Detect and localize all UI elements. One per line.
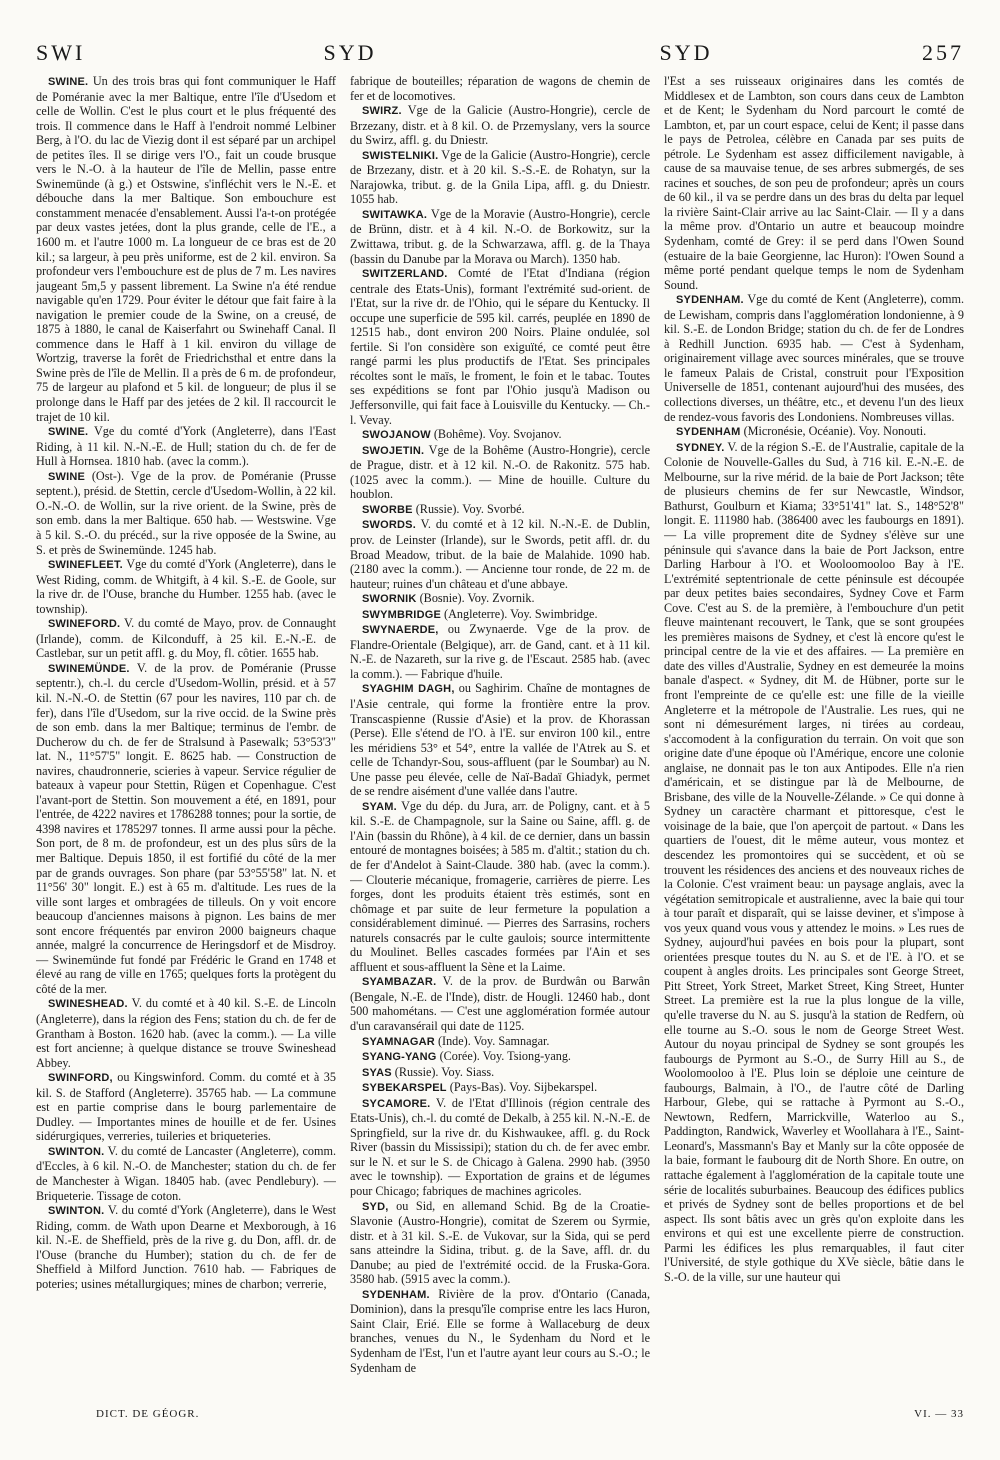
dictionary-entry — [350, 1199, 650, 1287]
entry-text: (Bosnie). Voy. Zvornik. — [419, 591, 535, 606]
entry-text: Un des trois bras qui font communiquer le Haff de Poméranie avec la mer Baltique, entre l'île d'Usedom et celle de Wollin. C'est le plus court et le plus fréquenté des trois. Il commence dans le Haff à l'endroit nommé Lelbiner Berg, à l'O. du lac de Viezig dont il est séparé par un archipel de petites îles. Il se dirige vers l'O., fait un coude brusque vers le N.-O. à la hauteur de l'île de Mellin, passe entre Swinemünde (à g.) et Ostswine, s'infléchit vers le N.-E. et débouche dans la mer Baltique. Son embouchure est constamment menacée d'ensablement. Aussi l'a-t-on protégée par deux vastes jetées, dont la plus grande, celle de l'E., a 1600 m. et l'autre 1000 m. La longueur de ce bras est de 20 kil.; sa largeur, à peu près uniforme, est de 2 kil. environ. Sa profondeur vers l'embouchure est de plus de 7 m. Les navires jaugeant 5m,5 y passent librement. La Swine n'a été rendue navigable qu'en 1729. Pour éviter le détour que fait faire à la navigation le premier coude de la Swine, on a creusé, de 1875 à 1880, le canal de Kaiserfahrt ou Swinehaff Canal. Il commence dans le Haff à 1 kil. environ du village de Wortzig, traverse la forêt de Friedrichsthal et entre dans la Swine près de l'île de Mellin. Il a près de 6 m. de profondeur, 75 de largeur au plafond et 5 kil. de longueur; de plus il se prolonge dans le Haff par des jetées de 2 kil. Il raccourcit le trajet de 10 kil. — [36, 74, 336, 424]
entry-text: Vge du dép. du Jura, arr. de Poligny, cant. et à 5 kil. S.-E. de Champagnole, sur la Saine ou Saine, affl. g. de l'Ain (bassin du Rhône), à 4 kil. de ce dernier, dans un bassin entouré de montagnes boisées; à 585 m. d'altit.; station du ch. de fer d'Andelot à Saint-Claude. 380 hab. (avec la comm.). — Clouterie mécanique, fromagerie, carrières de pierre. Les forges, dont les produits étaient très estimés, sont en chômage et par suite de leur fermeture la population a considérablement diminué. — Pierres des Sarrasins, rochers naturels consacrés par le culte gaulois; source intermittente du Moulinet. Belles cascades formées par l'Ain et ses affluent et sous-affluent la Sène et la Laime. — [350, 798, 650, 974]
entry-headword: SYAS — [362, 1066, 392, 1079]
dictionary-entry — [664, 440, 964, 1285]
entry-headword: SYDENHAM — [676, 426, 741, 439]
entry-headword: SYBEKARSPEL — [362, 1082, 447, 1095]
dictionary-entry — [36, 557, 336, 616]
page-number: 257 — [922, 40, 964, 65]
entry-headword: SWITZERLAND. — [362, 268, 448, 281]
dictionary-entry — [350, 517, 650, 591]
entry-text: ou Saghirim. Chaîne de montagnes de l'Asie centrale, qui forme la frontière entre la prov. Transcaspienne (Russie d'Asie) et la prov. de Khorassan (Perse). Elle s'étend de l'O. à l'E. sur environ 100 kil., entre les méridiens 53° et 54°, entre la vallée de l'Atrek au S. et celle de Tchandyr-Sou, sous-affluent (par le Soumbar) au N. Une passe peu élevée, celle de Naï-Badaï Ghiadyk, permet de se rendre aisément d'une vallée dans l'autre. — [350, 681, 650, 799]
entry-headword: SWINTON. — [48, 1205, 105, 1218]
dictionary-entry — [350, 74, 650, 103]
entry-headword: SYAMBAZAR. — [362, 976, 437, 989]
dictionary-entry — [350, 622, 650, 681]
entry-headword: SWORBE — [362, 503, 413, 516]
dictionary-entry — [664, 292, 964, 424]
entry-text: V. de la région S.-E. de l'Australie, capitale de la Colonie de Nouvelle-Galles du Sud, à 716 kil. E.-N.-E. de Melbourne, sur la rive mérid. de la baie de Port Jackson; tête de plusieurs chemins de fer sur Newcastle, Windsor, Bathurst, Goulburn et Kiama; 33°51'41" lat. S., 148°52'8" longit. E. 111980 hab. (386400 avec les faubourgs en 1891). — La ville proprement dite de Sydney s'élève sur une péninsule qui s'avance dans la baie de Port Jackson, entre Darling Harbour à l'O. et Wooloomooloo Bay à l'E. L'extrémité septentrionale de cette péninsule est découpée par deux petites baies secondaires, Sydney Cove et Farm Cove. C'est au S. de la première, à l'embouchure d'un petit fleuve maintenant recouvert, le Tank, que se sont groupées les premières maisons de Sydney, et c'est là encore qu'est le principal centre de la vie et des affaires. — La première en date des villes d'Australie, Sydney en est demeurée la moins banale d'aspect. « Sydney, dit M. de Hübner, porte sur le front l'empreinte de ce qu'elle est: une fille de la vieille Angleterre et la métropole de l'Australie. Les rues, qui ne sont ni démesurément larges, ni tirées au cordeau, s'accomodent à la configuration du terrain. On voit que son origine date d'une époque où l'Amérique, encore une colonie anglaise, ne donnait pas le ton aux Antipodes. Elle n'a rien d'américain, et se distingue par là de Melbourne, de Brisbane, des ville de la Nouvelle-Zélande. » Ce qui donne à Sydney un caractère charmant et pittoresque, c'est le voisinage de la baie, que l'on aperçoit de partout. « Dans les quartiers de l'ouest, dit le même auteur, vous montez et descendez les promontoires qui se succèdent, et où se trouvent les résidences des anciens et des nouveaux riches de la Colonie. C'est vraiment beau: un paysage anglais, avec la végétation semitropicale et australienne, avec la baie qui tour à tour paraît et disparaît, qui se laisse deviner, et s'impose à vos yeux quand vous vous y attendez le moins. » Les rues de Sydney, aujourd'hui pavées en bois pour la plupart, sont orientées presque toutes du N. au S. et de l'E. à l'O. et se coupent à angles droits. Les principales sont George Street, Pitt Street, York Street, Market Street, King Street, Hunter Street. La première est la rue la plus longue de la ville, qu'elle traverse du N. au S. jusqu'à la station de Redfern, où elle tourne au S.-O. sous le nom de George Street West. Autour du noyau principal de Sydney se sont groupés les faubourgs de Pyrmont au S.-O., de Surry Hill au S., de Woolomooloo à l'E. Plus loin se déploie une ceinture de faubourgs, Balmain, à l'O., de l'autre côté de Darling Harbour, Glebe, qui se rattache à Pyrmont au S.-O., Newtown, Redfern, Marrickville, Waterloo au S., Paddington, Randwick, Waverley et Woollahara à l'E., Saint-Leonard's, Massmann's Bay et Manly sur la côte opposée de la baie, formant le faubourg dit de North Shore. En outre, on rattache également à l'agglomération de la capitale toute une série de localités suburbaines. Beaucoup des édifices publics et privés de Sydney sont de belles proportions et de bel aspect. Ils sont bâtis avec un grès qu'on exploite dans les environs et qui est une excellente pierre de construction. Parmi les édifices les plus remarquables, il faut citer l'Université, de style gothique du XVe siècle, bâtie dans le S.-O. de la ville, sur une hauteur qui — [664, 439, 964, 1284]
entry-text: ou Zwynaerde. Vge de la prov. de Flandre-Orientale (Belgique), arr. de Gand, cant. et à 11 kil. N.-E. de Nazareth, sur la rive g. de l'Escaut. 2585 hab. (avec la comm.). — Fabrique d'huile. — [350, 622, 650, 681]
entry-headword: SWIRZ. — [362, 105, 402, 118]
entry-text: V. de la prov. de Poméranie (Prusse septentr.), ch.-l. du cercle d'Usedom-Wollin, présid. et à 57 kil. N.-N.-O. de Stettin (67 pour les navires, 110 par ch. de fer), dans l'île d'Usedom, sur la rive occid. de la Swine près de son emb. dans la mer Baltique; terminus de l'embr. de Ducherow du ch. de fer de Stralsund à Pasewalk; 53°53'3" lat. N., 11°57'5" longit. E. 8625 hab. — Construction de navires, chaudronnerie, scieries à vapeur. Service régulier de bateaux à vapeur pour Stettin, Rügen et Copenhague. C'est l'avant-port de Stettin. Son mouvement a été, en 1891, pour l'entrée, de 4222 navires et 1786288 tonnes; pour la sortie, de 4398 navires et 1785297 tonnes. Il arme aussi pour la pêche. Son port, de 8 m. de profondeur, est un des plus sûrs de la mer Baltique. Depuis 1850, il est fortifié du côté de la mer par de grands ouvrages. Son phare (par 53°55'58" lat. N. et 11°56' 30" longit. E.) est à 65 m. d'altitude. Les rues de la ville sont larges et ombragées de tilleuls. On y voit encore beaucoup d'anciennes maisons à pignon. Les bains de mer sont encore fréquentés par environ 2000 baigneurs chaque année, malgré la concurrence de Heringsdorf et de Misdroy. — Swinemünde fut fondé par Frédéric le Grand en 1748 et élevé au rang de ville en 1765; quelques forts la protègent du côté de la mer. — [36, 660, 336, 996]
dictionary-entry — [350, 799, 650, 975]
entry-text: V. de la prov. de Burdwân ou Barwân (Bengale, N.-E. de l'Inde), distr. de Hougli. 12460 hab., dont 500 mahométans. — C'est une agglomération formée autour d'un caravansérail qui date de 1125. — [350, 974, 650, 1033]
dictionary-entry — [350, 607, 650, 623]
dictionary-entry — [350, 443, 650, 502]
dictionary-entry — [350, 1096, 650, 1199]
header-center-guideword: SYD — [323, 40, 377, 65]
entry-text: Vge du comté de Kent (Angleterre), comm. de Lewisham, compris dans l'agglomération londonienne, à 9 kil. S.-E. de London Bridge; station du ch. de fer de Londres à Redhill Junction. 6935 hab. — C'est à Sydenham, originairement village avec sources minérales, que se trouve le fameux Palais de Cristal, construit pour l'Exposition Universelle de 1851, contenant aujourd'hui des musées, des collections diverses, un théâtre, etc., et devenu l'un des lieux de rendez-vous favoris des Londoniens. Nombreuses villas. — [664, 292, 964, 424]
entry-text: Vge du comté d'York (Angleterre), dans l'East Riding, à 11 kil. N.-N.-E. de Hull; station du ch. de fer de Hull à Hornsea. 1810 hab. (avec la comm.). — [36, 424, 336, 469]
dictionary-entry — [36, 1203, 336, 1291]
entry-text: (Pays-Bas). Voy. Sijbekarspel. — [449, 1080, 598, 1095]
entry-text: (Ost-). Vge de la prov. de Poméranie (Prusse septent.), présid. de Stettin, cercle d'Usedom-Wollin, à 22 kil. O.-N.-O. de Wollin, sur la rive orient. de la Swine, près de son emb. dans la mer Baltique. 650 hab. — Westswine. Vge à 5 kil. S.-O. du précéd., sur la rive opposée de la Swine, au S. et près de Swinemünde. 1245 hab. — [36, 468, 336, 557]
entry-headword: SWINEFORD. — [48, 618, 121, 631]
entry-text: V. du comté et à 12 kil. N.-N.-E. de Dublin, prov. de Leinster (Irlande), sur le Swords, petit affl. dr. du Broad Meadow, tribut. de la baie de Malahide. 1090 hab. (2180 avec la comm.). — Ancienne tour ronde, de 22 m. de hauteur; ruines d'un château et d'une abbaye. — [350, 517, 650, 591]
entry-headword: SWINESHEAD. — [48, 998, 128, 1011]
entry-headword: SYD, — [362, 1200, 389, 1213]
dictionary-entry — [36, 616, 336, 661]
entry-headword: SWYNAERDE, — [362, 624, 439, 637]
entry-headword: SYAM. — [362, 800, 397, 813]
footer-signature: DICT. DE GÉOGR. — [96, 1408, 200, 1420]
entry-headword: SWISTELNIKI. — [362, 149, 439, 162]
column-2 — [350, 74, 650, 1394]
dictionary-entry — [350, 502, 650, 518]
entry-text: l'Est a ses ruisseaux originaires dans les comtés de Middlesex et de Lambton, son cours dans ceux de Lambton et de Kent; le Sydenham du Nord parcourt le comté de Lambton, et, par un court espace, celui de Kent; il passe dans le pays de Petrolea, célèbre en Canada par ses puits de pétrole. Le Sydenham est assez difficilement navigable, à cause de sa mauvaise tenue, de ses arbres submergés, de ses racines et souches, de son peu de profondeur; après un cours de 60 kil., il va se perdre dans un des bras du delta par lequel la rivière Saint-Clair arrive au lac Saint-Clair. — Il y a dans la même prov. d'Ontario un autre et beaucoup moindre Sydenham, comté de Grey: il se perd dans l'Owen Sound (estuaire de la baie Georgienne, lac Huron): l'Owen Sound a même porté pendant quelque temps le nom de Sydenham Sound. — [664, 74, 964, 292]
page-header — [36, 40, 964, 72]
dictionary-entry — [350, 148, 650, 207]
dictionary-entry — [36, 996, 336, 1070]
dictionary-entry — [350, 681, 650, 798]
entry-text: Vge de la Galicie (Austro-Hongrie), cercle de Brzezany, distr. et à 8 kil. O. de Przemyslany, vers la source du Swirz, affl. g. du Dniestr. — [350, 103, 650, 148]
entry-headword: SWORDS. — [362, 519, 416, 532]
entry-headword: SWINFORD, — [48, 1072, 113, 1085]
entry-headword: SWINEFLEET. — [48, 559, 123, 572]
dictionary-entry — [36, 661, 336, 997]
entry-text: (Bohême). Voy. Svojanov. — [433, 427, 562, 442]
entry-text: fabrique de bouteilles; réparation de wagons de chemin de fer et de locomotives. — [350, 74, 650, 103]
column-1 — [36, 74, 336, 1394]
entry-headword: SWYMBRIDGE — [362, 608, 441, 621]
dictionary-entry — [350, 207, 650, 266]
header-left-guideword: SWI — [36, 40, 86, 65]
page-footer — [36, 1408, 964, 1426]
entry-headword: SYANG-YANG — [362, 1051, 437, 1064]
entry-headword: SYDNEY. — [676, 441, 725, 454]
dictionary-entry — [350, 591, 650, 607]
entry-text: V. du comté et à 40 kil. S.-E. de Lincoln (Angleterre), dans la région des Fens; station du ch. de fer de Grantham à Boston. 1620 hab. (avec la comm.). — La ville est fort ancienne; à quelque distance se trouve Swineshead Abbey. — [36, 996, 336, 1070]
entry-text: Vge du comté d'York (Angleterre), dans le West Riding, comm. de Whitgift, à 4 kil. S.-E. de Goole, sur la rive dr. de l'Ouse, branche du Humber. 1255 hab. (avec le township). — [36, 557, 336, 616]
dictionary-columns — [36, 74, 964, 1394]
entry-text: V. du comté de Lancaster (Angleterre), comm. d'Eccles, à 6 kil. N.-O. de Manchester; station du ch. de fer de Manchester à Wigan. 18405 hab. (avec Pendlebury). — Briqueterie. Tissage de coton. — [36, 1143, 336, 1203]
dictionary-entry — [350, 1065, 650, 1081]
entry-headword: SWINEMÜNDE. — [48, 662, 130, 675]
dictionary-entry — [350, 427, 650, 443]
dictionary-entry — [350, 1034, 650, 1050]
entry-text: (Micronésie, Océanie). Voy. Nonouti. — [743, 424, 927, 439]
entry-headword: SYDENHAM. — [362, 1288, 430, 1301]
entry-headword: SWOJETIN. — [362, 444, 425, 457]
entry-headword: SWINE — [48, 470, 86, 483]
entry-headword: SWOJANOW — [362, 429, 431, 442]
column-3 — [664, 74, 964, 1394]
dictionary-entry — [36, 424, 336, 469]
dictionary-entry — [350, 1080, 650, 1096]
entry-headword: SWINE. — [48, 76, 89, 88]
entry-text: (Angleterre). Voy. Swimbridge. — [444, 606, 598, 621]
header-right-guideword: SYD — [659, 40, 713, 65]
entry-text: Vge de la Bohême (Austro-Hongrie), cercle de Prague, distr. et à 12 kil. N.-O. de Rakonitz. 575 hab. (1025 avec la comm.). — Mine de houille. Culture du houblon. — [350, 442, 650, 502]
entry-headword: SWINE. — [48, 426, 89, 439]
dictionary-entry — [350, 1049, 650, 1065]
entry-text: Rivière de la prov. d'Ontario (Canada, Dominion), dans la presqu'île comprise entre les lacs Huron, Saint Clair, Erié. Elle se forme à Wallaceburg de deux branches, venues du N., le Sydenham du Nord et le Sydenham de l'Est, l'un et l'autre ayant leur cours au S.-O.; le Sydenham de — [350, 1286, 650, 1375]
dictionary-entry — [350, 266, 650, 427]
dictionary-entry — [350, 974, 650, 1033]
dictionary-entry — [664, 74, 964, 292]
entry-headword: SWITAWKA. — [362, 208, 428, 221]
entry-text: Vge de la Galicie (Austro-Hongrie), cercle de Brzezany, distr. et à 20 kil. S.-S.-E. de Rohatyn, sur la Narajowka, tribut. g. de la Gnila Lipa, affl. g. du Dniestr. 1055 hab. — [350, 147, 650, 207]
dictionary-entry — [36, 469, 336, 557]
entry-text: ou Kingswinford. Comm. du comté et à 35 kil. S. de Stafford (Angleterre). 35765 hab. — La commune est en partie comprise dans le bourg parlementaire de Dudley. — Importantes mines de houille et de fer. Usines sidérurgiques, verreries, tuileries et briqueteries. — [36, 1070, 336, 1144]
entry-headword: SYDENHAM. — [676, 294, 744, 307]
entry-headword: SWORNIK — [362, 593, 417, 606]
dictionary-entry — [36, 74, 336, 424]
entry-headword: SYCAMORE. — [362, 1097, 431, 1110]
dictionary-entry — [350, 103, 650, 148]
entry-text: Comté de l'Etat d'Indiana (région centrale des Etats-Unis), formant l'extrémité sud-orient. de l'Etat, sur la rive dr. de l'Ohio, qui le sépare du Kentucky. Il occupe une superficie de 595 kil. carrés, peuplée en 1890 de 12515 hab., dont environ 200 Noirs. Plaine ondulée, sol fertile. Si l'on considère son exiguïté, ce comté peut être rangé parmi les plus productifs de l'Etat. Ses principales récoltes sont le maïs, le froment, le foin et le tabac. Toutes ses expéditions se font par l'Ohio jusqu'à Madison ou Jeffersonville, qui fait face à Louisville du Kentucky. — Ch.-l. Vevay. — [350, 266, 650, 427]
entry-text: (Russie). Voy. Svorbé. — [415, 501, 525, 516]
entry-headword: SYAGHIM DAGH, — [362, 683, 455, 696]
entry-text: Vge de la Moravie (Austro-Hongrie), cercle de Brünn, distr. et à 4 kil. N.-O. de Borkowitz, sur la Zwittawa, tribut. g. de la Schwarzawa, affl. g. de la Thaya (bassin du Danube par la Morava ou March). 1350 hab. — [350, 206, 650, 266]
entry-headword: SYAMNAGAR — [362, 1035, 435, 1048]
entry-headword: SWINTON. — [48, 1145, 105, 1158]
entry-text: ou Sid, en allemand Schid. Bg de la Croatie-Slavonie (Austro-Hongrie), comitat de Szerem ou Syrmie, distr. et à 31 kil. S.-E. de Vukovar, sur la Sida, qui se perd sans atteindre la Sidina, tribut. g. de la Save, affl. dr. du Danube; au pied de l'extrémité occid. de la Fruska-Gora. 3580 hab. (5915 avec la comm.). — [350, 1198, 650, 1287]
dictionary-entry — [350, 1287, 650, 1375]
entry-text: V. de l'Etat d'Illinois (région centrale des Etats-Unis), ch.-l. du comté de Dekalb, à 255 kil. N.-N.-E. de Springfield, sur la rive dr. du Kishwaukee, affl. g. du Rock River (bassin du Mississipi); station du ch. de fer avec embr. sur le N. et sur le S. de Chicago à Galena. 2990 hab. (3950 avec le township). — Exportation de grains et de légumes pour Chicago; fabriques de machines agricoles. — [350, 1095, 650, 1199]
entry-text: V. du comté d'York (Angleterre), dans le West Riding, comm. de Wath upon Dearne et Mexborough, à 16 kil. N.-E. de Sheffield, près de la rive g. du Don, affl. dr. de l'Ouse (branche du Humber); station du ch. de fer de Sheffield à Milford Junction. 7610 hab. — Fabriques de poteries; usines métallurgiques; mines de charbon; verrerie, — [36, 1203, 336, 1291]
entry-text: (Russie). Voy. Siass. — [394, 1064, 495, 1079]
dictionary-entry — [664, 424, 964, 440]
dictionary-entry — [36, 1070, 336, 1144]
dictionary-entry — [36, 1144, 336, 1203]
entry-text: (Inde). Voy. Samnagar. — [437, 1033, 550, 1048]
entry-text: V. du comté de Mayo, prov. de Connaught (Irlande), comm. de Kilconduff, à 25 kil. E.-N.-E. de Castlebar, sur un petit affl. g. du Moy, fl. côtier. 1655 hab. — [36, 616, 336, 661]
footer-volume-sheet: VI. — 33 — [914, 1408, 964, 1420]
entry-text: (Corée). Voy. Tsiong-yang. — [439, 1049, 571, 1064]
